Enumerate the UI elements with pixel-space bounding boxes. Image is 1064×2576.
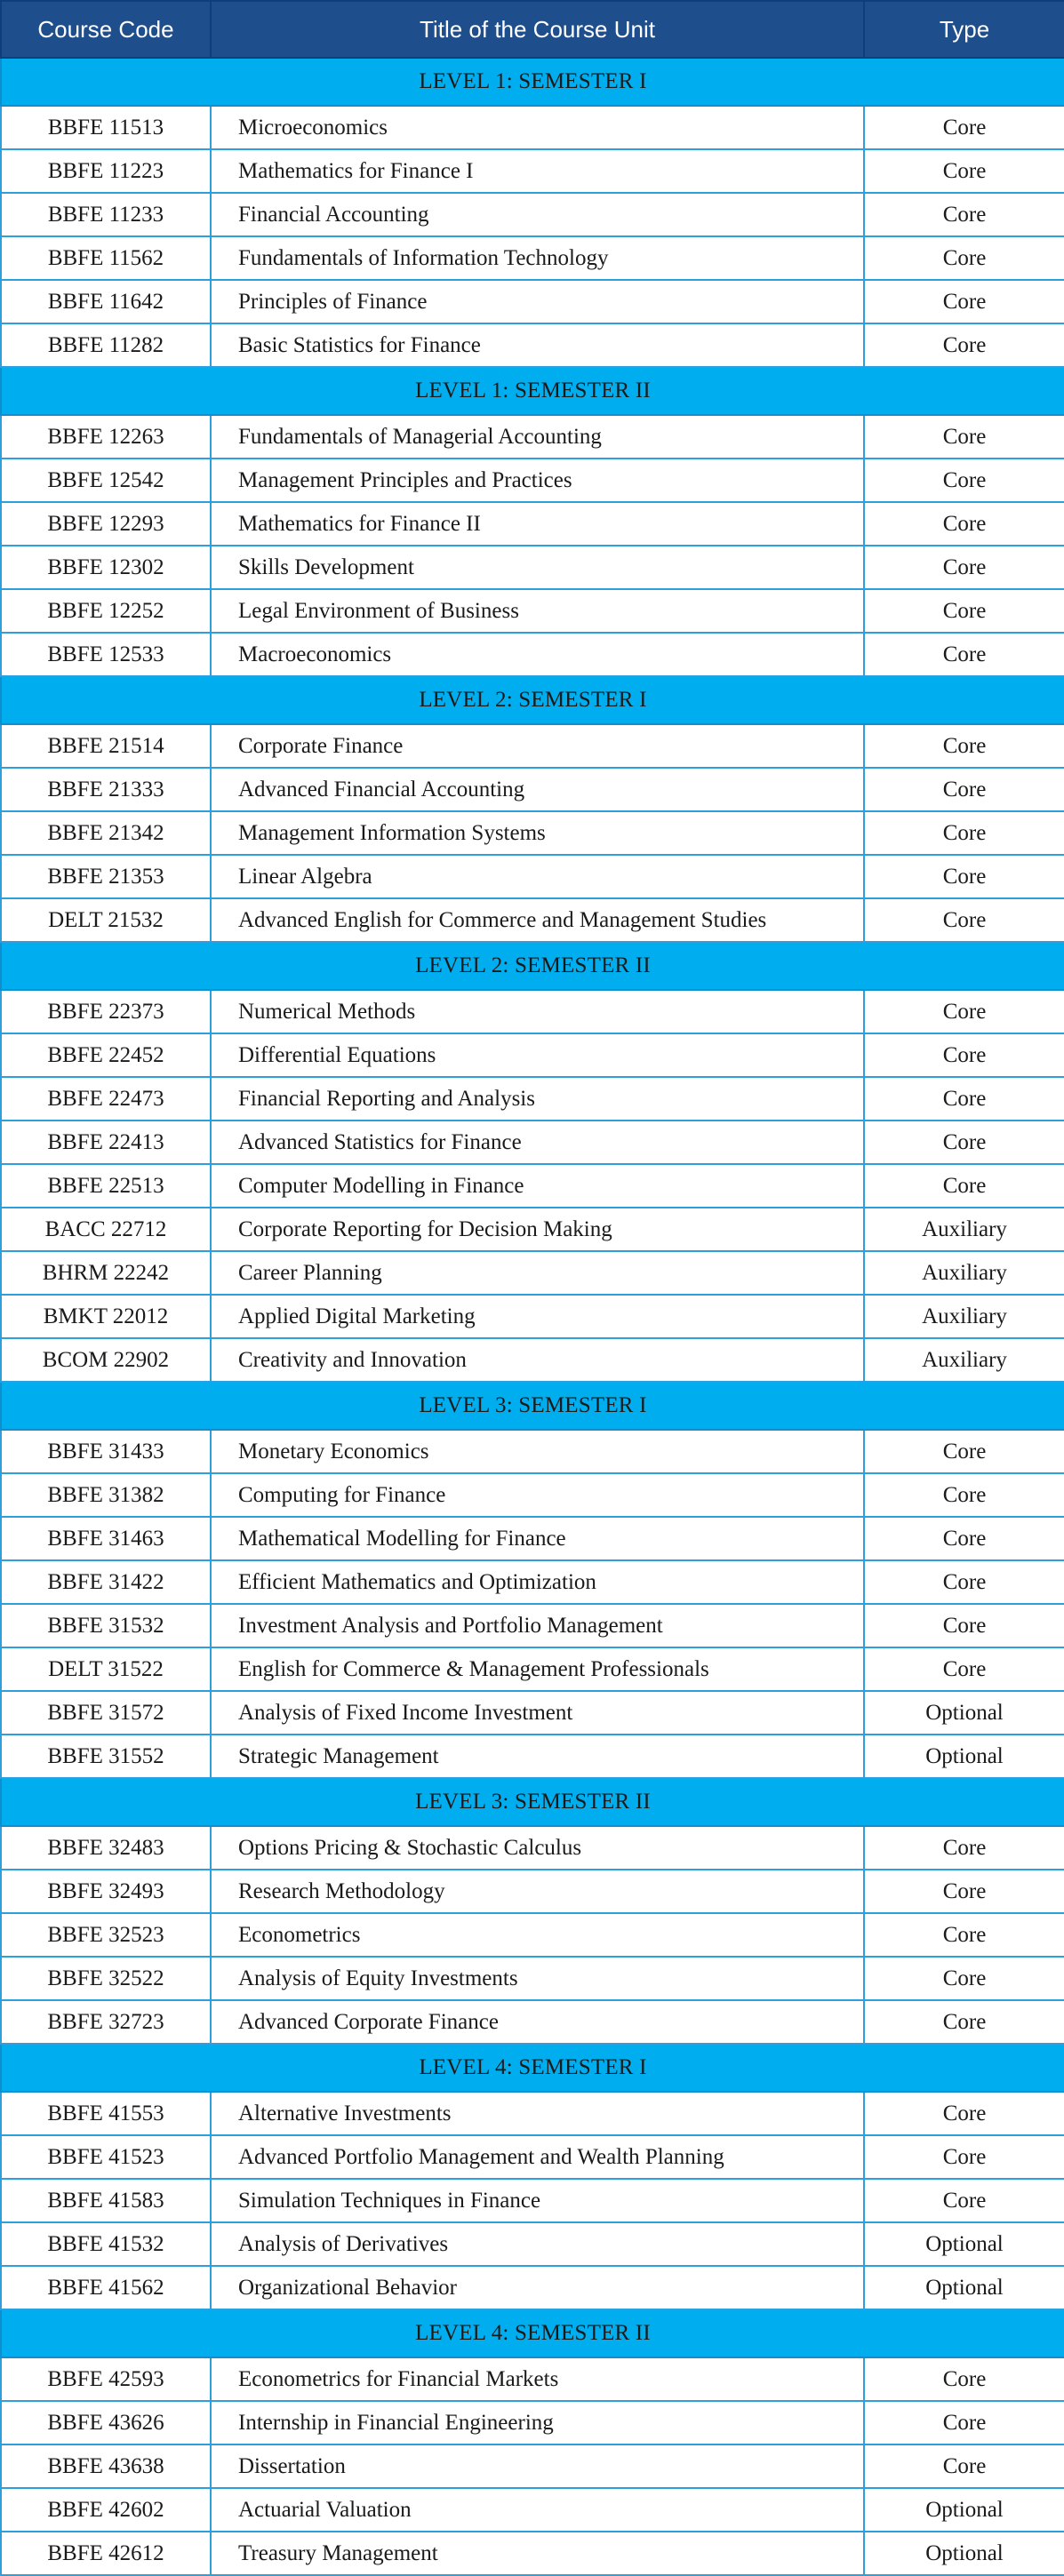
course-code: BBFE 11233 [1, 193, 211, 236]
course-type: Core [864, 1077, 1064, 1121]
course-row [1, 1338, 1064, 1382]
section-label: LEVEL 3: SEMESTER I [1, 1382, 1064, 1430]
course-type: Core [864, 459, 1064, 502]
course-row [1, 546, 1064, 589]
course-title: Actuarial Valuation [211, 2488, 864, 2532]
section-header-row [1, 58, 1064, 106]
course-type: Core [864, 898, 1064, 942]
course-title: Mathematical Modelling for Finance [211, 1517, 864, 1560]
course-title: Corporate Finance [211, 724, 864, 768]
course-code: BHRM 22242 [1, 1251, 211, 1295]
course-row [1, 2266, 1064, 2309]
course-row [1, 2135, 1064, 2179]
course-type: Core [864, 589, 1064, 633]
course-type: Core [864, 1913, 1064, 1957]
header-course-title: Title of the Course Unit [211, 1, 864, 58]
course-code: BBFE 32522 [1, 1957, 211, 2000]
course-title: Analysis of Fixed Income Investment [211, 1691, 864, 1735]
course-code: BBFE 41562 [1, 2266, 211, 2309]
course-title: Management Principles and Practices [211, 459, 864, 502]
course-type: Core [864, 1870, 1064, 1913]
course-row [1, 1164, 1064, 1208]
course-code: BBFE 43626 [1, 2401, 211, 2444]
course-title: Financial Accounting [211, 193, 864, 236]
course-title: Advanced Financial Accounting [211, 768, 864, 811]
course-row [1, 1077, 1064, 1121]
section-label: LEVEL 4: SEMESTER II [1, 2309, 1064, 2357]
course-code: BBFE 11282 [1, 323, 211, 367]
course-type: Core [864, 1164, 1064, 1208]
course-title: Numerical Methods [211, 990, 864, 1033]
course-title: Investment Analysis and Portfolio Management [211, 1604, 864, 1647]
course-code: DELT 21532 [1, 898, 211, 942]
course-code: BCOM 22902 [1, 1338, 211, 1382]
course-row [1, 2532, 1064, 2575]
course-row [1, 811, 1064, 855]
course-title: Simulation Techniques in Finance [211, 2179, 864, 2222]
course-type: Core [864, 768, 1064, 811]
course-code: BBFE 22413 [1, 1121, 211, 1164]
course-title: Advanced Corporate Finance [211, 2000, 864, 2044]
course-row [1, 193, 1064, 236]
course-type: Core [864, 633, 1064, 676]
course-type: Core [864, 2179, 1064, 2222]
course-title: Macroeconomics [211, 633, 864, 676]
course-type: Core [864, 193, 1064, 236]
course-row [1, 1913, 1064, 1957]
course-title: Differential Equations [211, 1033, 864, 1077]
course-title: Corporate Reporting for Decision Making [211, 1208, 864, 1251]
course-title: Efficient Mathematics and Optimization [211, 1560, 864, 1604]
course-type: Core [864, 2357, 1064, 2401]
course-type: Core [864, 1121, 1064, 1164]
course-type: Core [864, 1517, 1064, 1560]
course-type: Core [864, 1473, 1064, 1517]
course-row [1, 589, 1064, 633]
course-row [1, 1604, 1064, 1647]
course-code: BBFE 12293 [1, 502, 211, 546]
course-row [1, 236, 1064, 280]
course-code: BBFE 22473 [1, 1077, 211, 1121]
course-code: DELT 31522 [1, 1647, 211, 1691]
course-row [1, 855, 1064, 898]
header-course-type: Type [864, 1, 1064, 58]
course-title: Strategic Management [211, 1735, 864, 1778]
section-label: LEVEL 1: SEMESTER I [1, 58, 1064, 106]
course-code: BBFE 41583 [1, 2179, 211, 2222]
course-code: BBFE 11223 [1, 149, 211, 193]
course-title: Alternative Investments [211, 2092, 864, 2135]
course-row [1, 2000, 1064, 2044]
course-title: Treasury Management [211, 2532, 864, 2575]
course-code: BBFE 21353 [1, 855, 211, 898]
course-code: BBFE 11513 [1, 106, 211, 149]
course-type: Core [864, 1647, 1064, 1691]
course-row [1, 724, 1064, 768]
course-code: BBFE 42602 [1, 2488, 211, 2532]
header-course-code: Course Code [1, 1, 211, 58]
course-row [1, 1517, 1064, 1560]
course-code: BBFE 41532 [1, 2222, 211, 2266]
section-header-row [1, 2044, 1064, 2092]
course-title: Mathematics for Finance II [211, 502, 864, 546]
course-type: Core [864, 2401, 1064, 2444]
course-type: Core [864, 2092, 1064, 2135]
course-row [1, 2179, 1064, 2222]
course-type: Optional [864, 2532, 1064, 2575]
course-row [1, 2357, 1064, 2401]
course-row [1, 990, 1064, 1033]
course-code: BBFE 31382 [1, 1473, 211, 1517]
section-header-row [1, 676, 1064, 724]
course-code: BBFE 41553 [1, 2092, 211, 2135]
section-header-row [1, 2309, 1064, 2357]
course-row [1, 149, 1064, 193]
course-title: Financial Reporting and Analysis [211, 1077, 864, 1121]
course-title: Internship in Financial Engineering [211, 2401, 864, 2444]
course-type: Core [864, 106, 1064, 149]
section-label: LEVEL 2: SEMESTER I [1, 676, 1064, 724]
course-type: Core [864, 415, 1064, 459]
section-label: LEVEL 4: SEMESTER I [1, 2044, 1064, 2092]
course-row [1, 1870, 1064, 1913]
course-type: Core [864, 1957, 1064, 2000]
course-title: Analysis of Equity Investments [211, 1957, 864, 2000]
course-type: Core [864, 1604, 1064, 1647]
course-code: BBFE 11562 [1, 236, 211, 280]
course-row [1, 1208, 1064, 1251]
course-row [1, 1957, 1064, 2000]
course-code: BACC 22712 [1, 1208, 211, 1251]
course-row [1, 2444, 1064, 2488]
course-title: Creativity and Innovation [211, 1338, 864, 1382]
course-title: Advanced English for Commerce and Management Studies [211, 898, 864, 942]
course-row [1, 502, 1064, 546]
course-title: English for Commerce & Management Professionals [211, 1647, 864, 1691]
course-type: Optional [864, 1691, 1064, 1735]
course-row [1, 1121, 1064, 1164]
course-row [1, 1473, 1064, 1517]
course-type: Auxiliary [864, 1338, 1064, 1382]
course-title: Organizational Behavior [211, 2266, 864, 2309]
course-type: Core [864, 2135, 1064, 2179]
course-code: BBFE 32493 [1, 1870, 211, 1913]
course-code: BBFE 12533 [1, 633, 211, 676]
course-type: Core [864, 1033, 1064, 1077]
course-title: Research Methodology [211, 1870, 864, 1913]
course-code: BBFE 32523 [1, 1913, 211, 1957]
course-title: Skills Development [211, 546, 864, 589]
course-code: BBFE 43638 [1, 2444, 211, 2488]
course-type: Core [864, 2444, 1064, 2488]
course-row [1, 1251, 1064, 1295]
course-code: BBFE 41523 [1, 2135, 211, 2179]
course-title: Management Information Systems [211, 811, 864, 855]
course-title: Analysis of Derivatives [211, 2222, 864, 2266]
course-type: Optional [864, 2266, 1064, 2309]
course-row [1, 323, 1064, 367]
course-type: Core [864, 149, 1064, 193]
course-row [1, 1033, 1064, 1077]
course-title: Principles of Finance [211, 280, 864, 323]
course-type: Core [864, 502, 1064, 546]
course-code: BBFE 12542 [1, 459, 211, 502]
table-body [1, 58, 1064, 2575]
course-title: Advanced Statistics for Finance [211, 1121, 864, 1164]
course-type: Auxiliary [864, 1251, 1064, 1295]
course-title: Monetary Economics [211, 1430, 864, 1473]
course-title: Microeconomics [211, 106, 864, 149]
course-title: Dissertation [211, 2444, 864, 2488]
course-title: Computer Modelling in Finance [211, 1164, 864, 1208]
course-code: BBFE 31552 [1, 1735, 211, 1778]
course-type: Core [864, 236, 1064, 280]
course-row [1, 633, 1064, 676]
course-title: Fundamentals of Information Technology [211, 236, 864, 280]
course-title: Econometrics for Financial Markets [211, 2357, 864, 2401]
course-row [1, 1826, 1064, 1870]
course-type: Core [864, 2000, 1064, 2044]
course-title: Mathematics for Finance I [211, 149, 864, 193]
course-code: BBFE 31422 [1, 1560, 211, 1604]
course-row [1, 2488, 1064, 2532]
section-header-row [1, 367, 1064, 415]
course-title: Fundamentals of Managerial Accounting [211, 415, 864, 459]
course-code: BBFE 31532 [1, 1604, 211, 1647]
course-type: Core [864, 280, 1064, 323]
section-label: LEVEL 1: SEMESTER II [1, 367, 1064, 415]
course-row [1, 1295, 1064, 1338]
course-title: Basic Statistics for Finance [211, 323, 864, 367]
course-row [1, 768, 1064, 811]
header-row [1, 1, 1064, 58]
section-label: LEVEL 2: SEMESTER II [1, 942, 1064, 990]
course-code: BBFE 31433 [1, 1430, 211, 1473]
section-header-row [1, 942, 1064, 990]
course-title: Options Pricing & Stochastic Calculus [211, 1826, 864, 1870]
course-code: BBFE 22373 [1, 990, 211, 1033]
course-row [1, 1430, 1064, 1473]
course-title: Econometrics [211, 1913, 864, 1957]
course-code: BBFE 31463 [1, 1517, 211, 1560]
course-code: BBFE 21514 [1, 724, 211, 768]
course-code: BBFE 12263 [1, 415, 211, 459]
course-type: Core [864, 1430, 1064, 1473]
course-title: Advanced Portfolio Management and Wealth Planning [211, 2135, 864, 2179]
section-header-row [1, 1778, 1064, 1826]
course-type: Core [864, 546, 1064, 589]
course-code: BBFE 32723 [1, 2000, 211, 2044]
course-code: BBFE 42593 [1, 2357, 211, 2401]
course-row [1, 2222, 1064, 2266]
course-code: BBFE 22452 [1, 1033, 211, 1077]
course-row [1, 459, 1064, 502]
course-code: BBFE 21342 [1, 811, 211, 855]
course-row [1, 280, 1064, 323]
course-code: BBFE 12252 [1, 589, 211, 633]
course-code: BBFE 12302 [1, 546, 211, 589]
course-code: BBFE 22513 [1, 1164, 211, 1208]
course-type: Core [864, 1826, 1064, 1870]
table-header [1, 1, 1064, 58]
course-type: Optional [864, 2488, 1064, 2532]
course-type: Core [864, 1560, 1064, 1604]
course-type: Optional [864, 1735, 1064, 1778]
course-row [1, 1735, 1064, 1778]
course-row [1, 1691, 1064, 1735]
course-type: Core [864, 724, 1064, 768]
course-code: BBFE 11642 [1, 280, 211, 323]
course-type: Core [864, 855, 1064, 898]
course-row [1, 1647, 1064, 1691]
course-type: Auxiliary [864, 1295, 1064, 1338]
course-code: BBFE 31572 [1, 1691, 211, 1735]
course-title: Career Planning [211, 1251, 864, 1295]
course-row [1, 898, 1064, 942]
course-title: Linear Algebra [211, 855, 864, 898]
course-code: BBFE 21333 [1, 768, 211, 811]
course-row [1, 415, 1064, 459]
course-type: Optional [864, 2222, 1064, 2266]
course-code: BMKT 22012 [1, 1295, 211, 1338]
course-row [1, 2092, 1064, 2135]
course-title: Computing for Finance [211, 1473, 864, 1517]
course-row [1, 1560, 1064, 1604]
course-type: Core [864, 811, 1064, 855]
course-row [1, 106, 1064, 149]
course-code: BBFE 32483 [1, 1826, 211, 1870]
section-header-row [1, 1382, 1064, 1430]
course-type: Auxiliary [864, 1208, 1064, 1251]
course-title: Applied Digital Marketing [211, 1295, 864, 1338]
course-type: Core [864, 990, 1064, 1033]
course-type: Core [864, 323, 1064, 367]
section-label: LEVEL 3: SEMESTER II [1, 1778, 1064, 1826]
course-title: Legal Environment of Business [211, 589, 864, 633]
course-row [1, 2401, 1064, 2444]
course-code: BBFE 42612 [1, 2532, 211, 2575]
